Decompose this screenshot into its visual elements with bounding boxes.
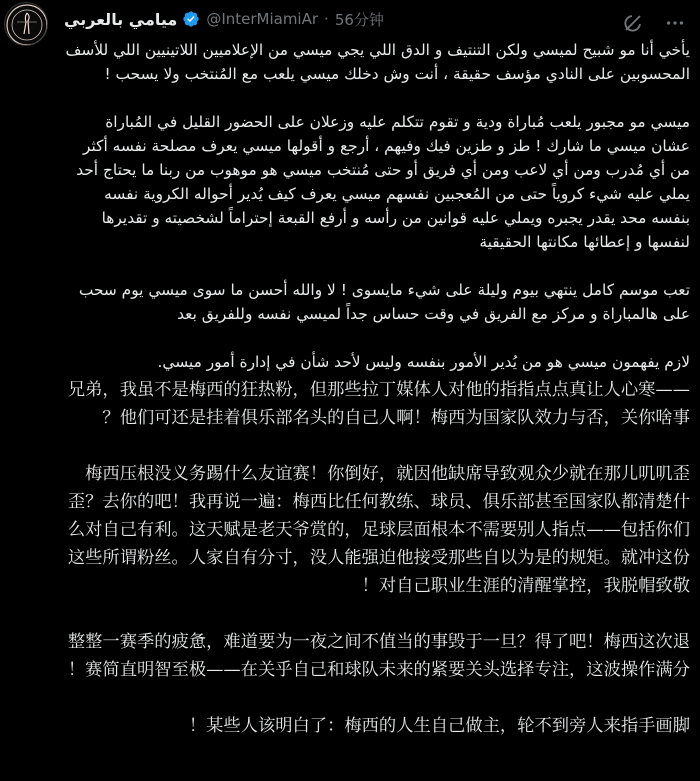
inter-miami-crest-icon xyxy=(5,3,48,46)
grok-icon[interactable] xyxy=(622,12,644,34)
timestamp[interactable]: 56分钟 xyxy=(334,10,384,29)
tweet-text xyxy=(62,34,690,740)
tweet-paragraph-chinese-3: 整整一赛季的疲惫，难道要为一夜之间不值当的事毁于一旦？得了吧！梅西这次退赛简直明智至极——在关乎自己和球队未来的紧要关头选择专注，这波操作满分！ xyxy=(67,632,690,680)
tweet-paragraph-arabic-2: ميسي مو مجبور يلعب مُباراة ودية و تقوم تتكلم عليه وزعلان على الحضور القليل في المُباراة عشان ميسي ما شارك ! طز و طزين فيك وفيهم ، أرجع و أقولها ميسي يعرف مصلحة نفسه أكثر من أي مُدرب ومن أي لاعب ومن أي فريق أو حتى مُنتخب ميسي هو موهوب من ربنا ما يحتاج أحد يملي عليه شيء كروياً حتى من المُعجبين نفسهم ميسي يعرف كيف يُدير أحواله الكروية نفسه بنفسه محد يقدر يجبره ويملي عليه قوانين من رأسه و أرفع القبعة إحتراماً لشخصيته و تقديرها لنفسها و إعطائها مكانتها الحقيقية xyxy=(76,113,690,251)
display-name[interactable]: ميامي بالعربي xyxy=(64,9,178,29)
avatar[interactable] xyxy=(4,2,48,46)
handle[interactable]: @InterMiamiAr xyxy=(206,10,319,28)
tweet-paragraph-arabic-3: تعب موسم كامل ينتهي بيوم وليلة على شيء مايسوى ! لا والله أحسن ما سوى ميسي يوم سحب على هالمباراة و مركز مع الفريق في وقت حساس جداً لميسي نفسه وللفريق بعد xyxy=(78,281,690,323)
verified-badge-icon xyxy=(182,10,200,28)
tweet-paragraph-chinese-4: 某些人该明白了：梅西的人生自己做主，轮不到旁人来指手画脚！ xyxy=(188,716,690,736)
separator: · xyxy=(324,10,329,28)
tweet-paragraph-arabic-4: لازم يفهمون ميسي هو من يُدير الأمور بنفسه وليس لأحد شأن في إدارة أمور ميسي. xyxy=(157,353,690,371)
tweet-paragraph-chinese-2: 梅西压根没义务踢什么友谊赛！你倒好，就因他缺席导致观众少就在那儿叽叽歪歪？去你的吧！我再说一遍：梅西比任何教练、球员、俱乐部甚至国家队都清楚什么对自己有利。这天赋是老天爷赏的，足球层面根本不需要别人指点——包括你们这些所谓粉丝。人家自有分寸，没人能强迫他接受那些自以为是的规矩。就冲这份对自己职业生涯的清醒掌控，我脱帽致敬！ xyxy=(67,464,690,596)
tweet-paragraph-chinese-1: 兄弟，我虽不是梅西的狂热粉，但那些拉丁媒体人对他的指指点点真让人心寒——他们可还是挂着俱乐部名头的自己人啊！梅西为国家队效力与否，关你啥事？ xyxy=(67,380,690,428)
tweet-paragraph-arabic-1: يأخي أنا مو شبيح لميسي ولكن التنتيف و الدق اللي يجي ميسي من الإعلاميين اللاتينيين اللي للأسف المحسوبين على النادي مؤسف حقيقة ، أنت وش دخلك ميسي يلعب مع المُنتخب ولا يسحب ! xyxy=(65,41,690,83)
more-icon[interactable] xyxy=(664,12,686,34)
